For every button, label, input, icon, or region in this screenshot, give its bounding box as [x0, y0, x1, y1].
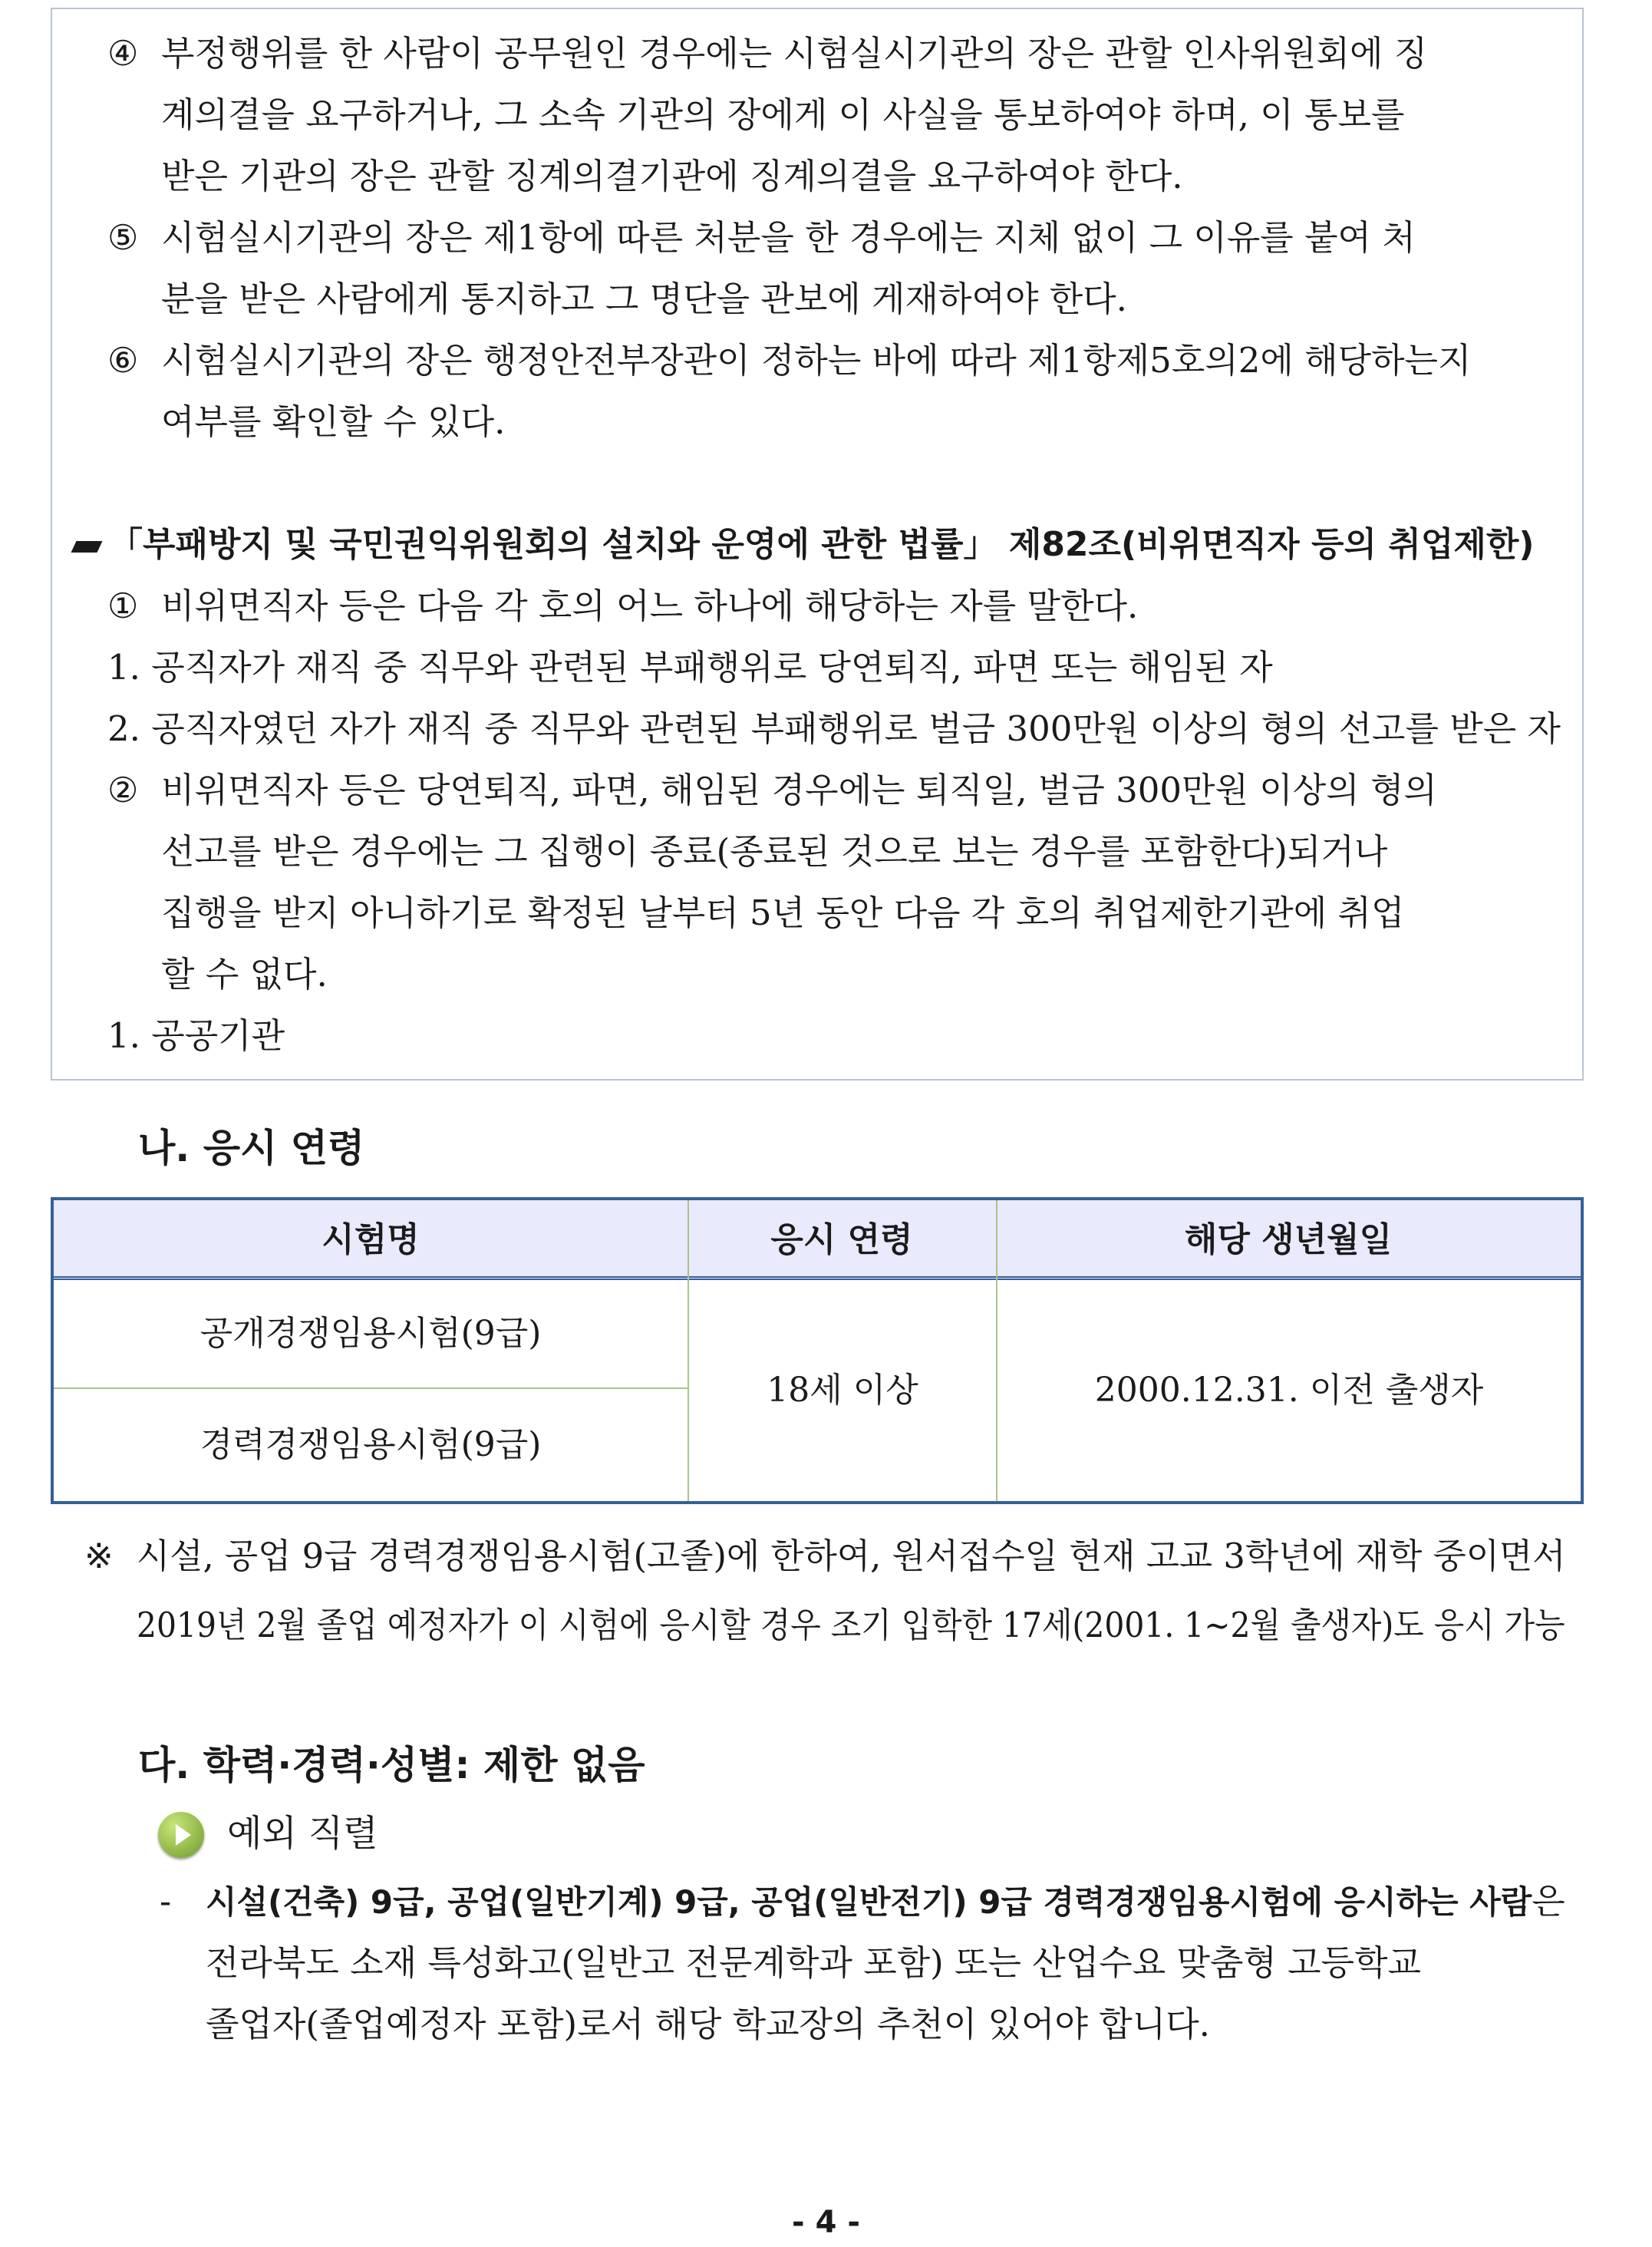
age-value: 18세 이상 [767, 1371, 918, 1410]
item-6-number: ⑥ [107, 340, 139, 381]
exception-label: 예외 직렬 [227, 1813, 378, 1855]
item-5-number: ⑤ [107, 217, 139, 258]
note-line-1: 시설, 공업 9급 경력경쟁임용시험(고졸)에 한하여, 원서접수일 현재 고교 3학년에 재학 중이면서 [137, 1536, 1566, 1576]
law-item-1-text: 비위면직자 등은 다음 각 호의 어느 하나에 해당하는 자를 말한다. [161, 586, 1139, 626]
law-item-2-line-3: 집행을 받지 아니하기로 확정된 날부터 5년 동안 다음 각 호의 취업제한기관에 취업 [161, 893, 1405, 933]
heading-bullet-icon [71, 541, 103, 553]
law-item-2-number: ② [107, 770, 139, 810]
item-4-number: ④ [107, 33, 139, 74]
birth-date-value: 2000.12.31. 이전 출생자 [1094, 1371, 1484, 1410]
law-subitem-public-agency: 1. 공공기관 [107, 1015, 285, 1056]
law-heading [74, 522, 1534, 568]
header-exam-name: 시험명 [321, 1220, 420, 1259]
age-table [51, 1197, 1584, 1504]
exception-bold-text: 시설(건축) 9급, 공업(일반기계) 9급, 공업(일반전기) 9급 경력경쟁임용시험에 응시하는 사람 [206, 1883, 1532, 1921]
exception-line-2: 전라북도 소재 특성화고(일반고 전문계학과 포함) 또는 산업수요 맞춤형 고등학교 [206, 1942, 1422, 1983]
header-birth-date: 해당 생년월일 [1184, 1220, 1393, 1259]
law-item-2-line-4: 할 수 없다. [161, 954, 328, 995]
section-da-title: 다. 학력·경력·성별: 제한 없음 [138, 1743, 645, 1787]
note-mark: ※ [84, 1536, 114, 1576]
item-6-line-1: 시험실시기관의 장은 행정안전부장관이 정하는 바에 따라 제1항제5호의2에 해당하는지 [161, 340, 1472, 381]
item-4-line-1: 부정행위를 한 사람이 공무원인 경우에는 시험실시기관의 장은 관할 인사위원회에 징 [161, 33, 1428, 74]
exception-line-3: 졸업자(졸업예정자 포함)로서 해당 학교장의 추천이 있어야 합니다. [206, 2004, 1210, 2044]
item-4-line-2: 계의결을 요구하거나, 그 소속 기관의 장에게 이 사실을 통보하여야 하며, 이 통보를 [161, 94, 1405, 135]
law-heading-text: 「부패방지 및 국민권익위원회의 설치와 운영에 관한 법률」 제82조(비위면직자 등의 취업제한) [109, 525, 1535, 564]
play-bullet-icon [158, 1812, 204, 1858]
law-item-1-number: ① [107, 586, 139, 626]
item-6-line-2: 여부를 확인할 수 있다. [161, 401, 506, 442]
law-subitem-2: 2. 공직자였던 자가 재직 중 직무와 관련된 부패행위로 벌금 300만원 이상의 형의 선고를 받은 자 [107, 708, 1561, 749]
table-header-row [54, 1200, 1581, 1280]
law-subitem-1: 1. 공직자가 재직 중 직무와 관련된 부패행위로 당연퇴직, 파면 또는 해임된 자 [107, 647, 1273, 688]
law-item-2-line-1: 비위면직자 등은 당연퇴직, 파면, 해임된 경우에는 퇴직일, 벌금 300만원 이상의 형의 [161, 770, 1437, 810]
page-number: - 4 - [792, 2205, 860, 2240]
law-item-2-line-2: 선고를 받은 경우에는 그 집행이 종료(종료된 것으로 보는 경우를 포함한다)되거나 [161, 831, 1388, 872]
section-na-title: 나. 응시 연령 [138, 1126, 365, 1170]
exam-open-competition: 공개경쟁임용시험(9급) [199, 1314, 542, 1353]
exception-line-1 [206, 1879, 1565, 1925]
exam-career-competition: 경력경쟁임용시험(9급) [199, 1425, 542, 1464]
item-4-line-3: 받은 기관의 장은 관할 징계의결기관에 징계의결을 요구하여야 한다. [161, 156, 1183, 196]
header-age: 응시 연령 [770, 1220, 913, 1259]
item-5-line-2: 분을 받은 사람에게 통지하고 그 명단을 관보에 게재하여야 한다. [161, 279, 1127, 319]
dash-bullet: - [160, 1881, 172, 1922]
item-5-line-1: 시험실시기관의 장은 제1항에 따른 처분을 한 경우에는 지체 없이 그 이유를 붙여 처 [161, 217, 1416, 258]
exception-line-1-tail: 은 [1532, 1881, 1565, 1922]
note-line-2: 2019년 2월 졸업 예정자가 이 시험에 응시할 경우 조기 입학한 17세(2001. 1~2월 출생자)도 응시 가능 [137, 1605, 1565, 1645]
